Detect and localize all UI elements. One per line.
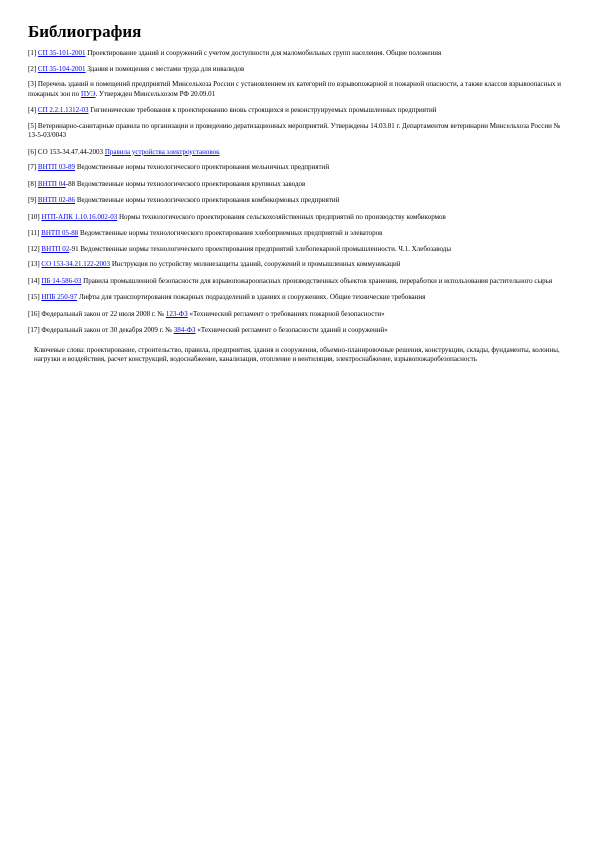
bibliography-list	[28, 49, 568, 336]
entry-number: [17]	[28, 326, 40, 334]
document-page	[28, 22, 568, 365]
entry-number: [10]	[28, 212, 40, 221]
reference-link[interactable]: 123-ФЗ	[165, 309, 188, 318]
entry-text: Нормы технологического проектирования сельскохозяйственных предприятий по производству комбикормов	[119, 212, 446, 221]
standard-link[interactable]: НТП-АПК 1.10.16.002-03	[41, 212, 118, 221]
standard-link[interactable]: ВНТП 03-89	[37, 163, 76, 171]
standard-link[interactable]: ВНТП 05-88	[41, 229, 79, 237]
entry-text-tail: «Технический регламент о безопасности зданий и сооружений»	[197, 326, 388, 334]
entry-text: Лифты для транспортирования пожарных подразделений в зданиях и сооружениях. Общие технические требования	[78, 293, 426, 301]
standard-link[interactable]: НПБ 250-97	[41, 293, 78, 301]
reference-link[interactable]: ПУЭ	[80, 89, 96, 98]
bibliography-entry	[28, 148, 568, 158]
entry-number: [8]	[28, 179, 37, 188]
bibliography-entry	[28, 163, 568, 173]
entry-text: Перечень зданий и помещений предприятий Минсельхоза России с установлением их категорий по взрывопожарной и пожарной опасности, а также классов взрывоопасных и пожарных зон по	[28, 80, 562, 98]
standard-link[interactable]: ПБ 14-586-03	[41, 276, 82, 285]
link-suffix: -88	[65, 179, 76, 188]
standard-link[interactable]: СП 35-104-2001	[37, 64, 86, 73]
bibliography-entry	[28, 245, 568, 255]
entry-number: [13]	[28, 260, 40, 268]
entry-number: [12]	[28, 244, 40, 253]
standard-link[interactable]: СП 2.2.1.1312-03	[37, 106, 89, 114]
bibliography-entry	[28, 49, 568, 59]
reference-link[interactable]: Правила устройства электроустановок	[104, 147, 220, 156]
entry-text: Ведомственные нормы технологического проектирования хлебоприемных предприятий и элеваторов	[80, 229, 383, 237]
entry-text: СО 153-34.47.44-2003	[37, 147, 104, 156]
entry-number: [6]	[28, 147, 37, 156]
page-title: Библиография	[28, 22, 142, 41]
entry-text: Федеральный закон от 30 декабря 2009 г. №	[41, 326, 172, 334]
entry-number: [16]	[28, 309, 40, 318]
entry-number: [3]	[28, 80, 37, 88]
reference-link[interactable]: 384-ФЗ	[173, 326, 196, 334]
entry-text: Гигиенические требования к проектированию вновь строящихся и реконструируемых промышленных предприятий	[90, 106, 437, 114]
bibliography-entry	[28, 260, 568, 270]
entry-text: Ведомственные нормы технологического проектирования крупяных заводов	[76, 179, 306, 188]
standard-link[interactable]: ВНТП 02	[41, 244, 70, 253]
link-suffix: -91	[69, 244, 79, 253]
entry-text: Правила промышленной безопасности для взрывопожароопасных производственных объектов хранения, переработки и использования растительного сырья	[83, 276, 553, 285]
entry-number: [2]	[28, 64, 37, 73]
entry-text: Здания и помещения с местами труда для инвалидов	[87, 64, 245, 73]
entry-text: Ведомственные нормы технологического проектирования комбикормовых предприятий	[76, 196, 340, 204]
entry-text-tail: . Утвержден Минсельхозом РФ 20.09.01	[95, 89, 216, 98]
entry-number: [1]	[28, 49, 37, 57]
entry-text: Ведомственные нормы технологического проектирования мельничных предприятий	[76, 163, 330, 171]
entry-number: [14]	[28, 276, 40, 285]
entry-number: [9]	[28, 196, 37, 204]
bibliography-entry	[28, 277, 568, 287]
entry-number: [5]	[28, 121, 37, 130]
bibliography-entry	[28, 180, 568, 190]
entry-text: Ветеринарно-санитарные правила по организации и проведению дератизационных мероприятий. Утверждены 14.03.01 г. Департаментом ветеринарии Минсельхоза России № 13-5-03/0043	[28, 121, 561, 139]
bibliography-entry	[28, 106, 568, 116]
entry-text: Проектирование зданий и сооружений с учетом доступности для маломобильных групп населения. Общие положения	[87, 49, 442, 57]
bibliography-entry	[28, 122, 568, 141]
entry-number: [15]	[28, 293, 40, 301]
bibliography-entry	[28, 293, 568, 303]
entry-text: Ведомственные нормы технологического проектирования предприятий хлебопекарной промышленности. Ч.1. Хлебозаводы	[80, 244, 452, 253]
entry-text: Федеральный закон от 22 июля 2008 г. №	[41, 309, 165, 318]
bibliography-entry	[28, 196, 568, 206]
bibliography-entry	[28, 310, 568, 320]
standard-link[interactable]: ВНТП 02-86	[37, 196, 76, 204]
standard-link[interactable]: СП 35-101-2001	[37, 49, 86, 57]
entry-number: [4]	[28, 106, 37, 114]
bibliography-entry	[28, 65, 568, 75]
bibliography-entry	[28, 229, 568, 239]
entry-number: [7]	[28, 163, 37, 171]
entry-text-tail: «Технический регламент о требованиях пожарной безопасности»	[189, 309, 385, 318]
bibliography-entry	[28, 80, 568, 99]
entry-text: Инструкция по устройству молниезащиты зданий, сооружений и промышленных коммуникаций	[111, 260, 401, 268]
standard-link[interactable]: ВНТП 04	[37, 179, 66, 188]
bibliography-entry	[28, 326, 568, 336]
bibliography-entry	[28, 213, 568, 223]
standard-link[interactable]: СО 153-34.21.122-2003	[41, 260, 111, 268]
entry-number: [11]	[28, 229, 40, 237]
keywords-text: Ключевые слова: проектирование, строительство, правила, предприятия, здания и сооружения, объемно-планировочные решения, конструкции, склады, фундаменты, колонны, нагрузки и воздействия, расчет конструкций, водоснабжение, канализация, отопление и вентиляция, электроснабжение, взрывопожаробезопасность	[34, 345, 560, 363]
